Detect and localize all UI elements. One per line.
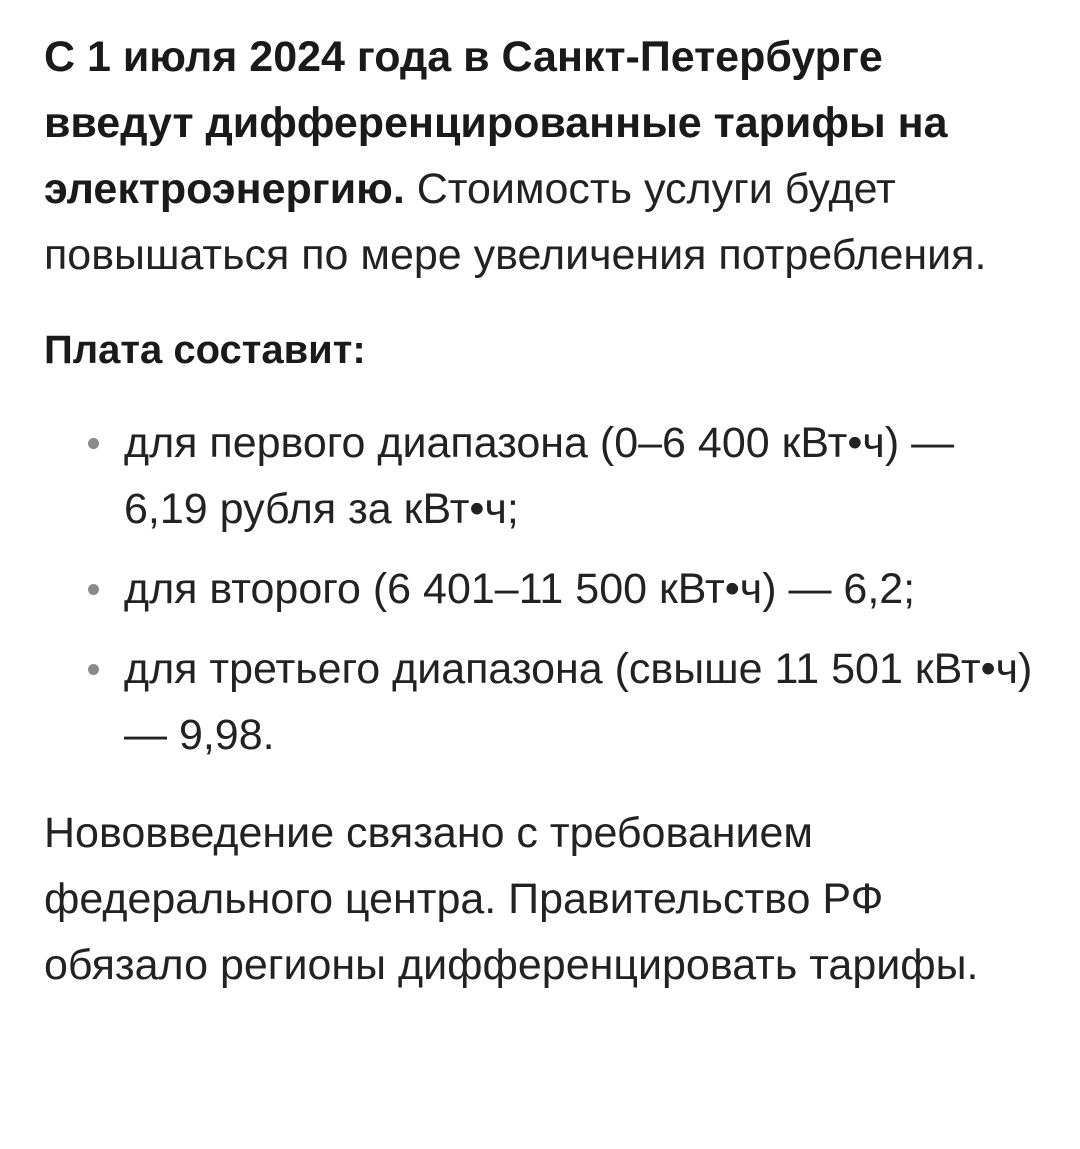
bullet-icon [88, 438, 99, 449]
lead-bold-text: С 1 июля 2024 года в Санкт-Петербурге введут дифференцированные тарифы на электроэнергию. [44, 33, 948, 213]
list-item-text: для третьего диапазона (свыше 11 501 кВт•ч) — 9,98. [124, 645, 1033, 759]
bullet-icon [88, 584, 99, 595]
tariff-list [44, 410, 1044, 768]
article [44, 24, 1044, 998]
list-item-text: для второго (6 401–11 500 кВт•ч) — 6,2; [124, 565, 916, 613]
list-item-text: для первого диапазона (0–6 400 кВт•ч) — 6,19 рубля за кВт•ч; [124, 419, 955, 533]
lead-paragraph [44, 24, 1044, 288]
lead-body-text: Стоимость услуги будет повышаться по мере увеличения потребления. [44, 165, 987, 279]
list-item [44, 636, 1044, 768]
closing-paragraph: Нововведение связано с требованием федерального центра. Правительство РФ обязало регионы дифференцировать тарифы. [44, 809, 979, 989]
bullet-icon [88, 664, 99, 675]
list-item [44, 410, 1044, 542]
list-item [44, 556, 1044, 622]
subheading: Плата составит: [44, 328, 366, 372]
